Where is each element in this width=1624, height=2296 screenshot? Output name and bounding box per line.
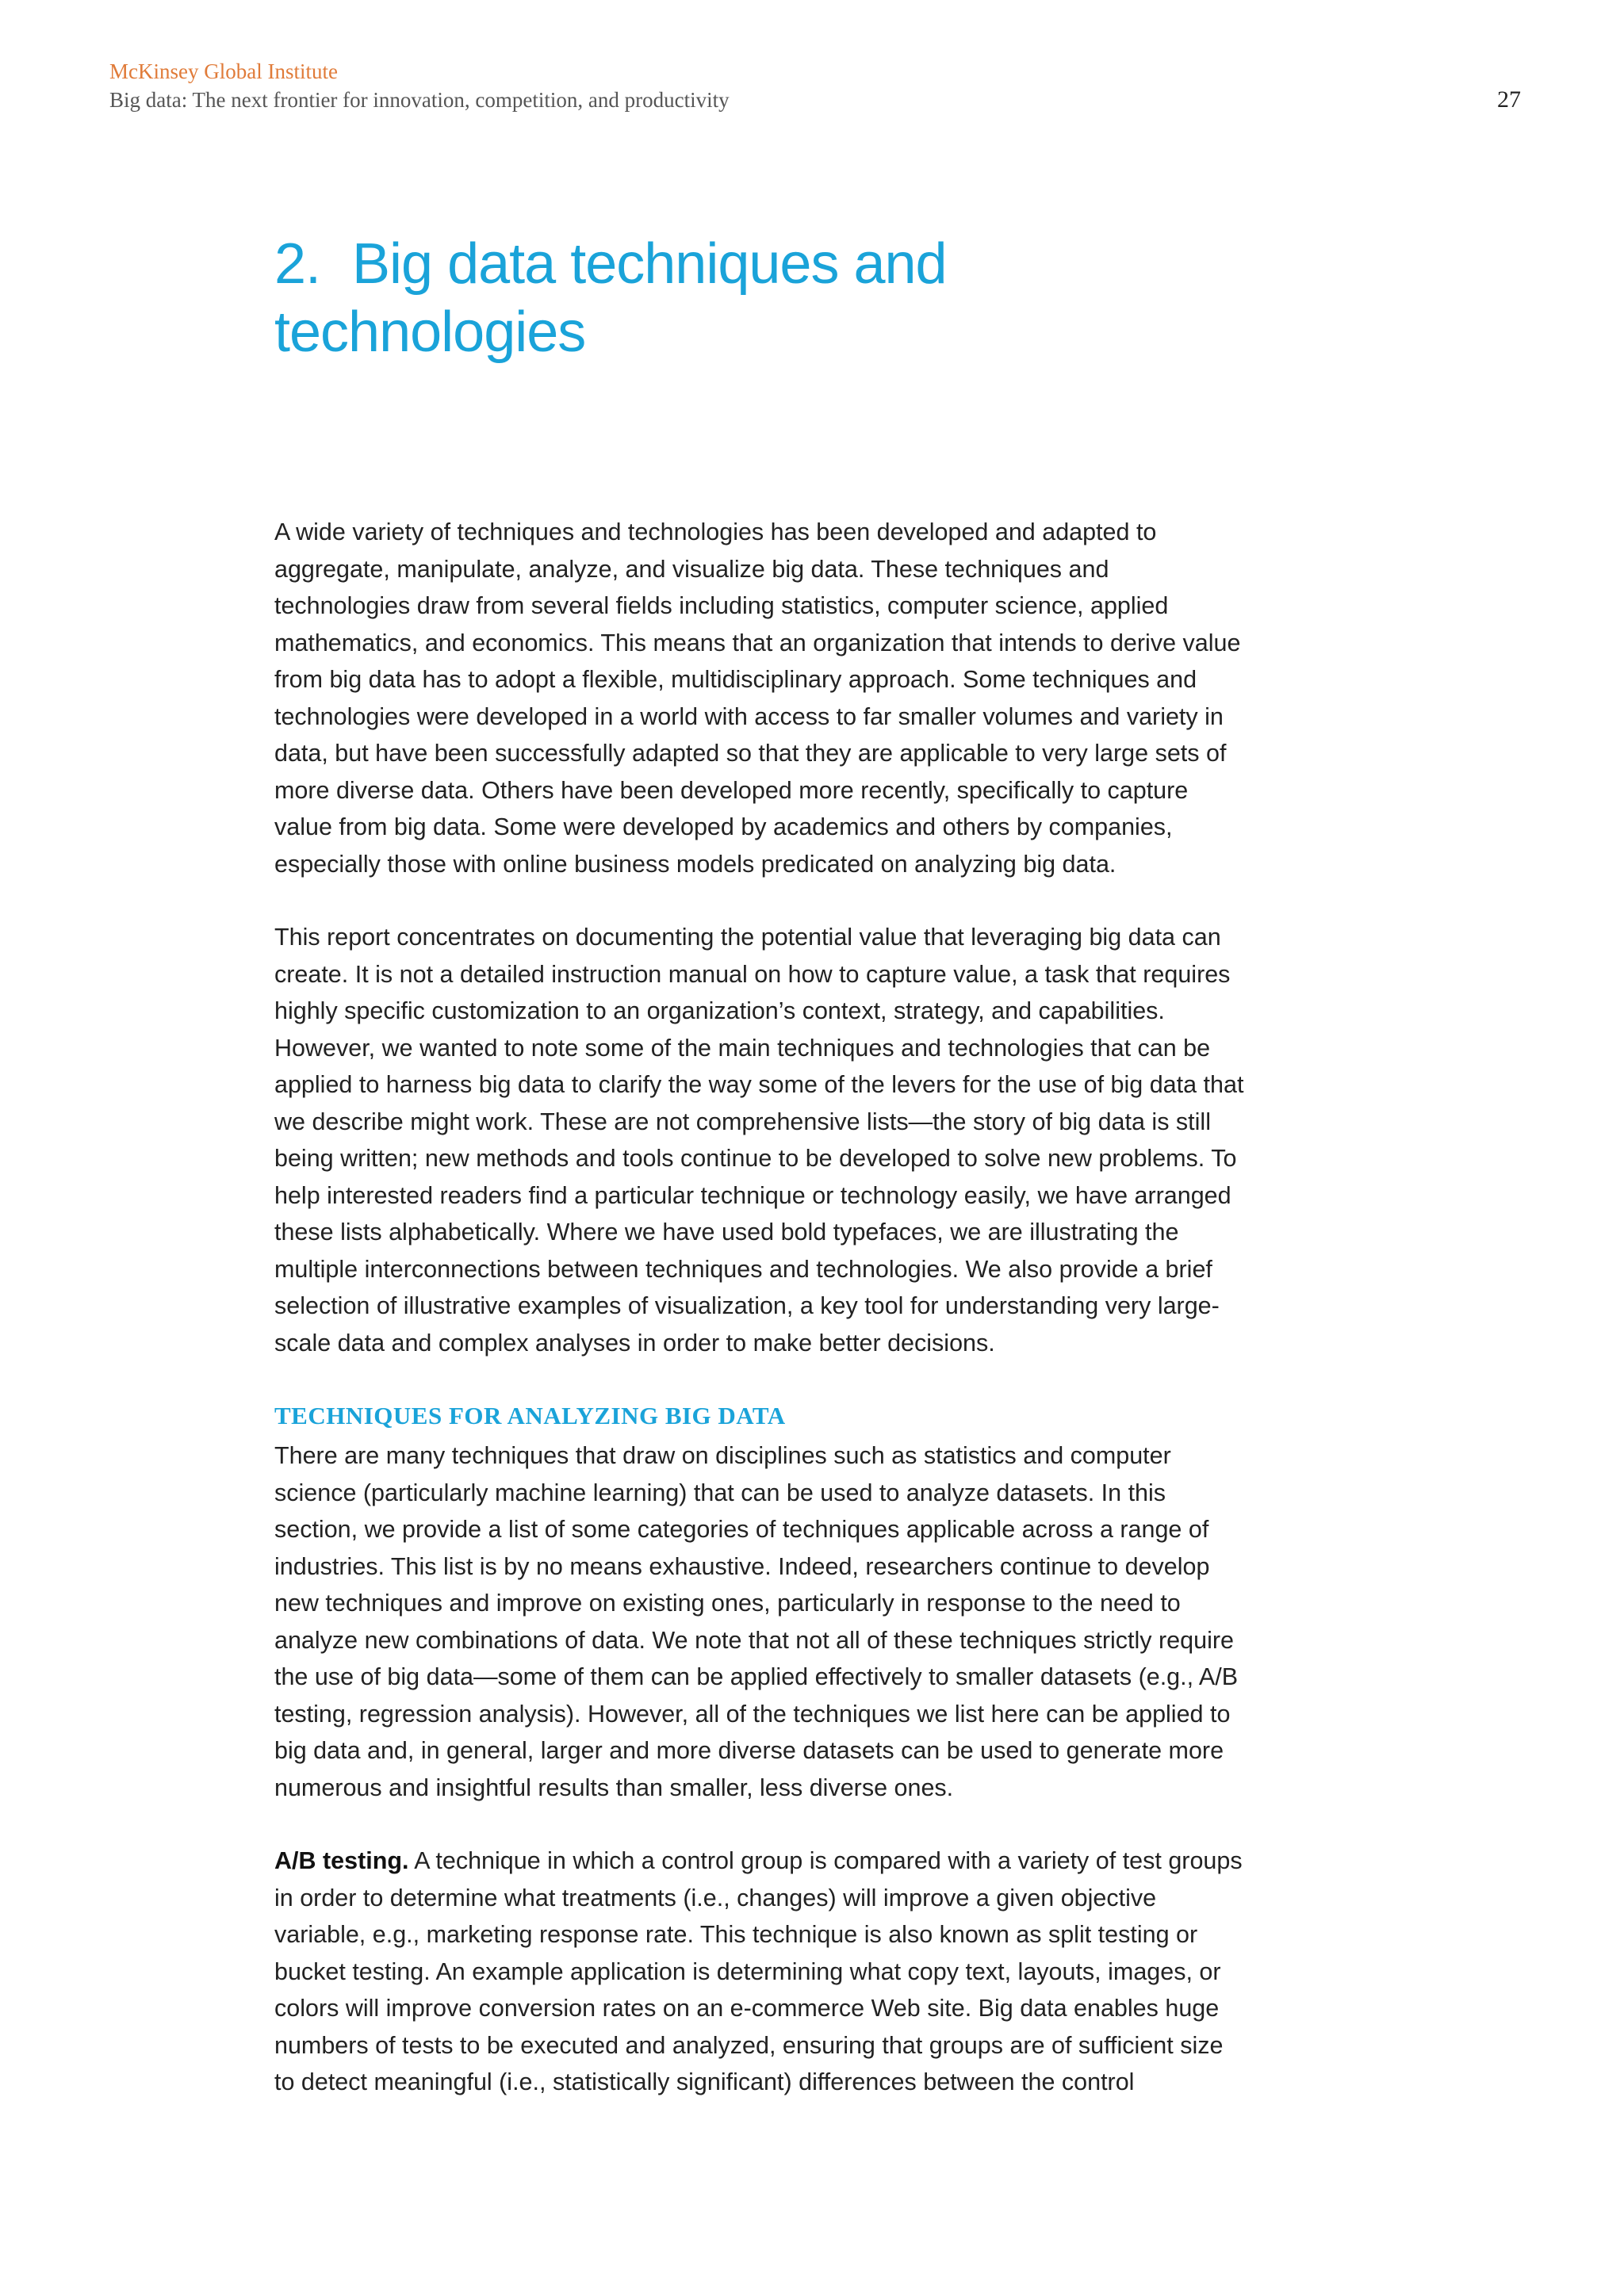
chapter-title-line-2: technologies [274,300,586,364]
running-header [109,57,1521,114]
chapter-title-line-1: Big data techniques and [352,232,947,296]
publisher-name: McKinsey Global Institute [109,59,338,83]
chapter-number: 2. [274,232,321,296]
intro-paragraph-1: A wide variety of techniques and technologies has been developed and adapted to aggregate, manipulate, analyze, and visualize big data. These techniques and technologies draw from several fields including statistics, computer science, applied mathematics, and economics. This means that an organization that intends to derive value from big data has to adopt a flexible, multidisciplinary approach. Some techniques and technologies were developed in a world with access to far smaller volumes and variety in data, but have been successfully adapted so that they are applicable to very large sets of more diverse data. Others have been developed more recently, specifically to capture value from big data. Some were developed by academics and others by companies, especially those with online business models predicated on analyzing big data. [274,519,1241,878]
section-heading: TECHNIQUES FOR ANALYZING BIG DATA [274,1402,786,1429]
entry-term: A/B testing. [274,1847,409,1874]
entry-ab-testing [274,1843,1250,2101]
chapter-title [274,230,1147,366]
page-number: 27 [1497,86,1521,113]
report-title: Big data: The next frontier for innovation, competition, and productivity [109,88,730,112]
main-text-column [274,514,1250,2137]
section-paragraph: There are many techniques that draw on disciplines such as statistics and computer science (particularly machine learning) that can be used to analyze datasets. In this section, we provide a list of some categories of techniques applicable across a range of industries. This list is by no means exhaustive. Indeed, researchers continue to develop new techniques and improve on existing ones, particularly in response to the need to analyze new combinations of data. We note that not all of these techniques strictly require the use of big data—some of them can be applied effectively to smaller datasets (e.g., A/B testing, regression analysis). However, all of the techniques we list here can be applied to big data and, in general, larger and more diverse datasets can be used to generate more numerous and insightful results than smaller, less diverse ones. [274,1442,1239,1801]
entry-definition: A technique in which a control group is compared with a variety of test groups in order to determine what treatments (i.e., changes) will improve a given objective variable, e.g., marketing response rate. This technique is also known as split testing or bucket testing. An example application is determining what copy text, layouts, images, or colors will improve conversion rates on an e-commerce Web site. Big data enables huge numbers of tests to be executed and analyzed, ensuring that groups are of sufficient size to detect meaningful (i.e., statistically significant) differences between the control [274,1847,1243,2095]
intro-paragraph-2: This report concentrates on documenting the potential value that leveraging big data can create. It is not a detailed instruction manual on how to capture value, a task that requires highly specific customization to an organization’s context, strategy, and capabilities. However, we wanted to note some of the main techniques and technologies that can be applied to harness big data to clarify the way some of the levers for the use of big data that we describe might work. These are not comprehensive lists—the story of big data is still being written; new methods and tools continue to be developed to solve new problems. To help interested readers find a particular technique or technology easily, we have arranged these lists alphabetically. Where we have used bold typefaces, we are illustrating the multiple interconnections between techniques and technologies. We also provide a brief selection of illustrative examples of visualization, a key tool for understanding very large-scale data and complex analyses in order to make better decisions. [274,924,1244,1357]
